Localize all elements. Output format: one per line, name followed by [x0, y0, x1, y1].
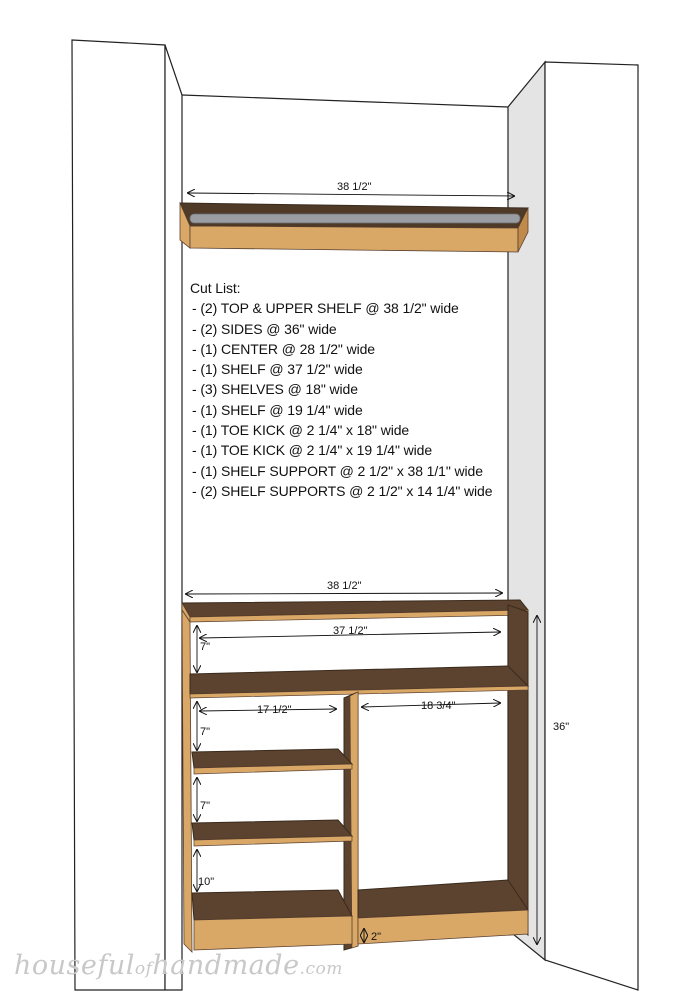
- top-shelf: [180, 203, 528, 252]
- top-shelf-dimension-line: [188, 193, 514, 196]
- unit-top-dimension-label: 38 1/2": [327, 580, 362, 592]
- cut-list-item: - (3) SHELVES @ 18" wide: [192, 381, 358, 398]
- cut-list-item: - (1) TOE KICK @ 2 1/4" x 18" wide: [192, 422, 410, 439]
- left-gap-1-dimension-label: 7": [200, 726, 211, 738]
- top-shelf-dimension-label: 38 1/2": [337, 181, 372, 193]
- cut-list-item: - (1) TOE KICK @ 2 1/4" x 19 1/4" wide: [192, 442, 433, 459]
- cut-list: [190, 278, 520, 501]
- cut-list-title: Cut List:: [190, 280, 241, 296]
- cut-list-item: - (1) SHELF SUPPORT @ 2 1/2" x 38 1/1" wide: [192, 462, 483, 479]
- upper-shelf-dimension-label: 37 1/2": [333, 625, 368, 637]
- watermark-part: .com: [299, 959, 343, 979]
- left-section-dimension-label: 17 1/2": [257, 704, 292, 716]
- back-wall: [182, 95, 508, 107]
- cut-list-items: [190, 298, 520, 501]
- storage-unit: [182, 600, 528, 952]
- watermark-part: of: [134, 959, 153, 979]
- left-gap-3-dimension-label: 10": [198, 876, 215, 888]
- left-wall: [72, 40, 182, 990]
- watermark-part: houseful: [14, 950, 135, 981]
- unit-top-dimension-line: [186, 593, 502, 594]
- cut-list-item: - (1) SHELF @ 37 1/2" wide: [192, 361, 363, 378]
- cut-list-item: - (1) CENTER @ 28 1/2" wide: [192, 340, 375, 357]
- closet-rod: [190, 214, 520, 223]
- cut-list-item: - (2) SHELF SUPPORTS @ 2 1/2" x 14 1/4" wide: [192, 482, 493, 499]
- height-dimension-label: 36": [553, 721, 570, 733]
- left-gap-2-dimension-label: 7": [200, 800, 211, 812]
- cut-list-item: - (2) SIDES @ 36" wide: [192, 320, 337, 337]
- cut-list-item: - (1) SHELF @ 19 1/4" wide: [192, 401, 363, 418]
- right-section-dimension-label: 18 3/4": [421, 700, 456, 712]
- toe-kick-dimension-label: 2": [371, 931, 382, 943]
- watermark-logo: [14, 950, 343, 981]
- cut-list-item: - (2) TOP & UPPER SHELF @ 38 1/2" wide: [192, 300, 459, 317]
- watermark-part: handmade: [152, 950, 300, 981]
- upper-gap-dimension-label: 7": [200, 641, 211, 653]
